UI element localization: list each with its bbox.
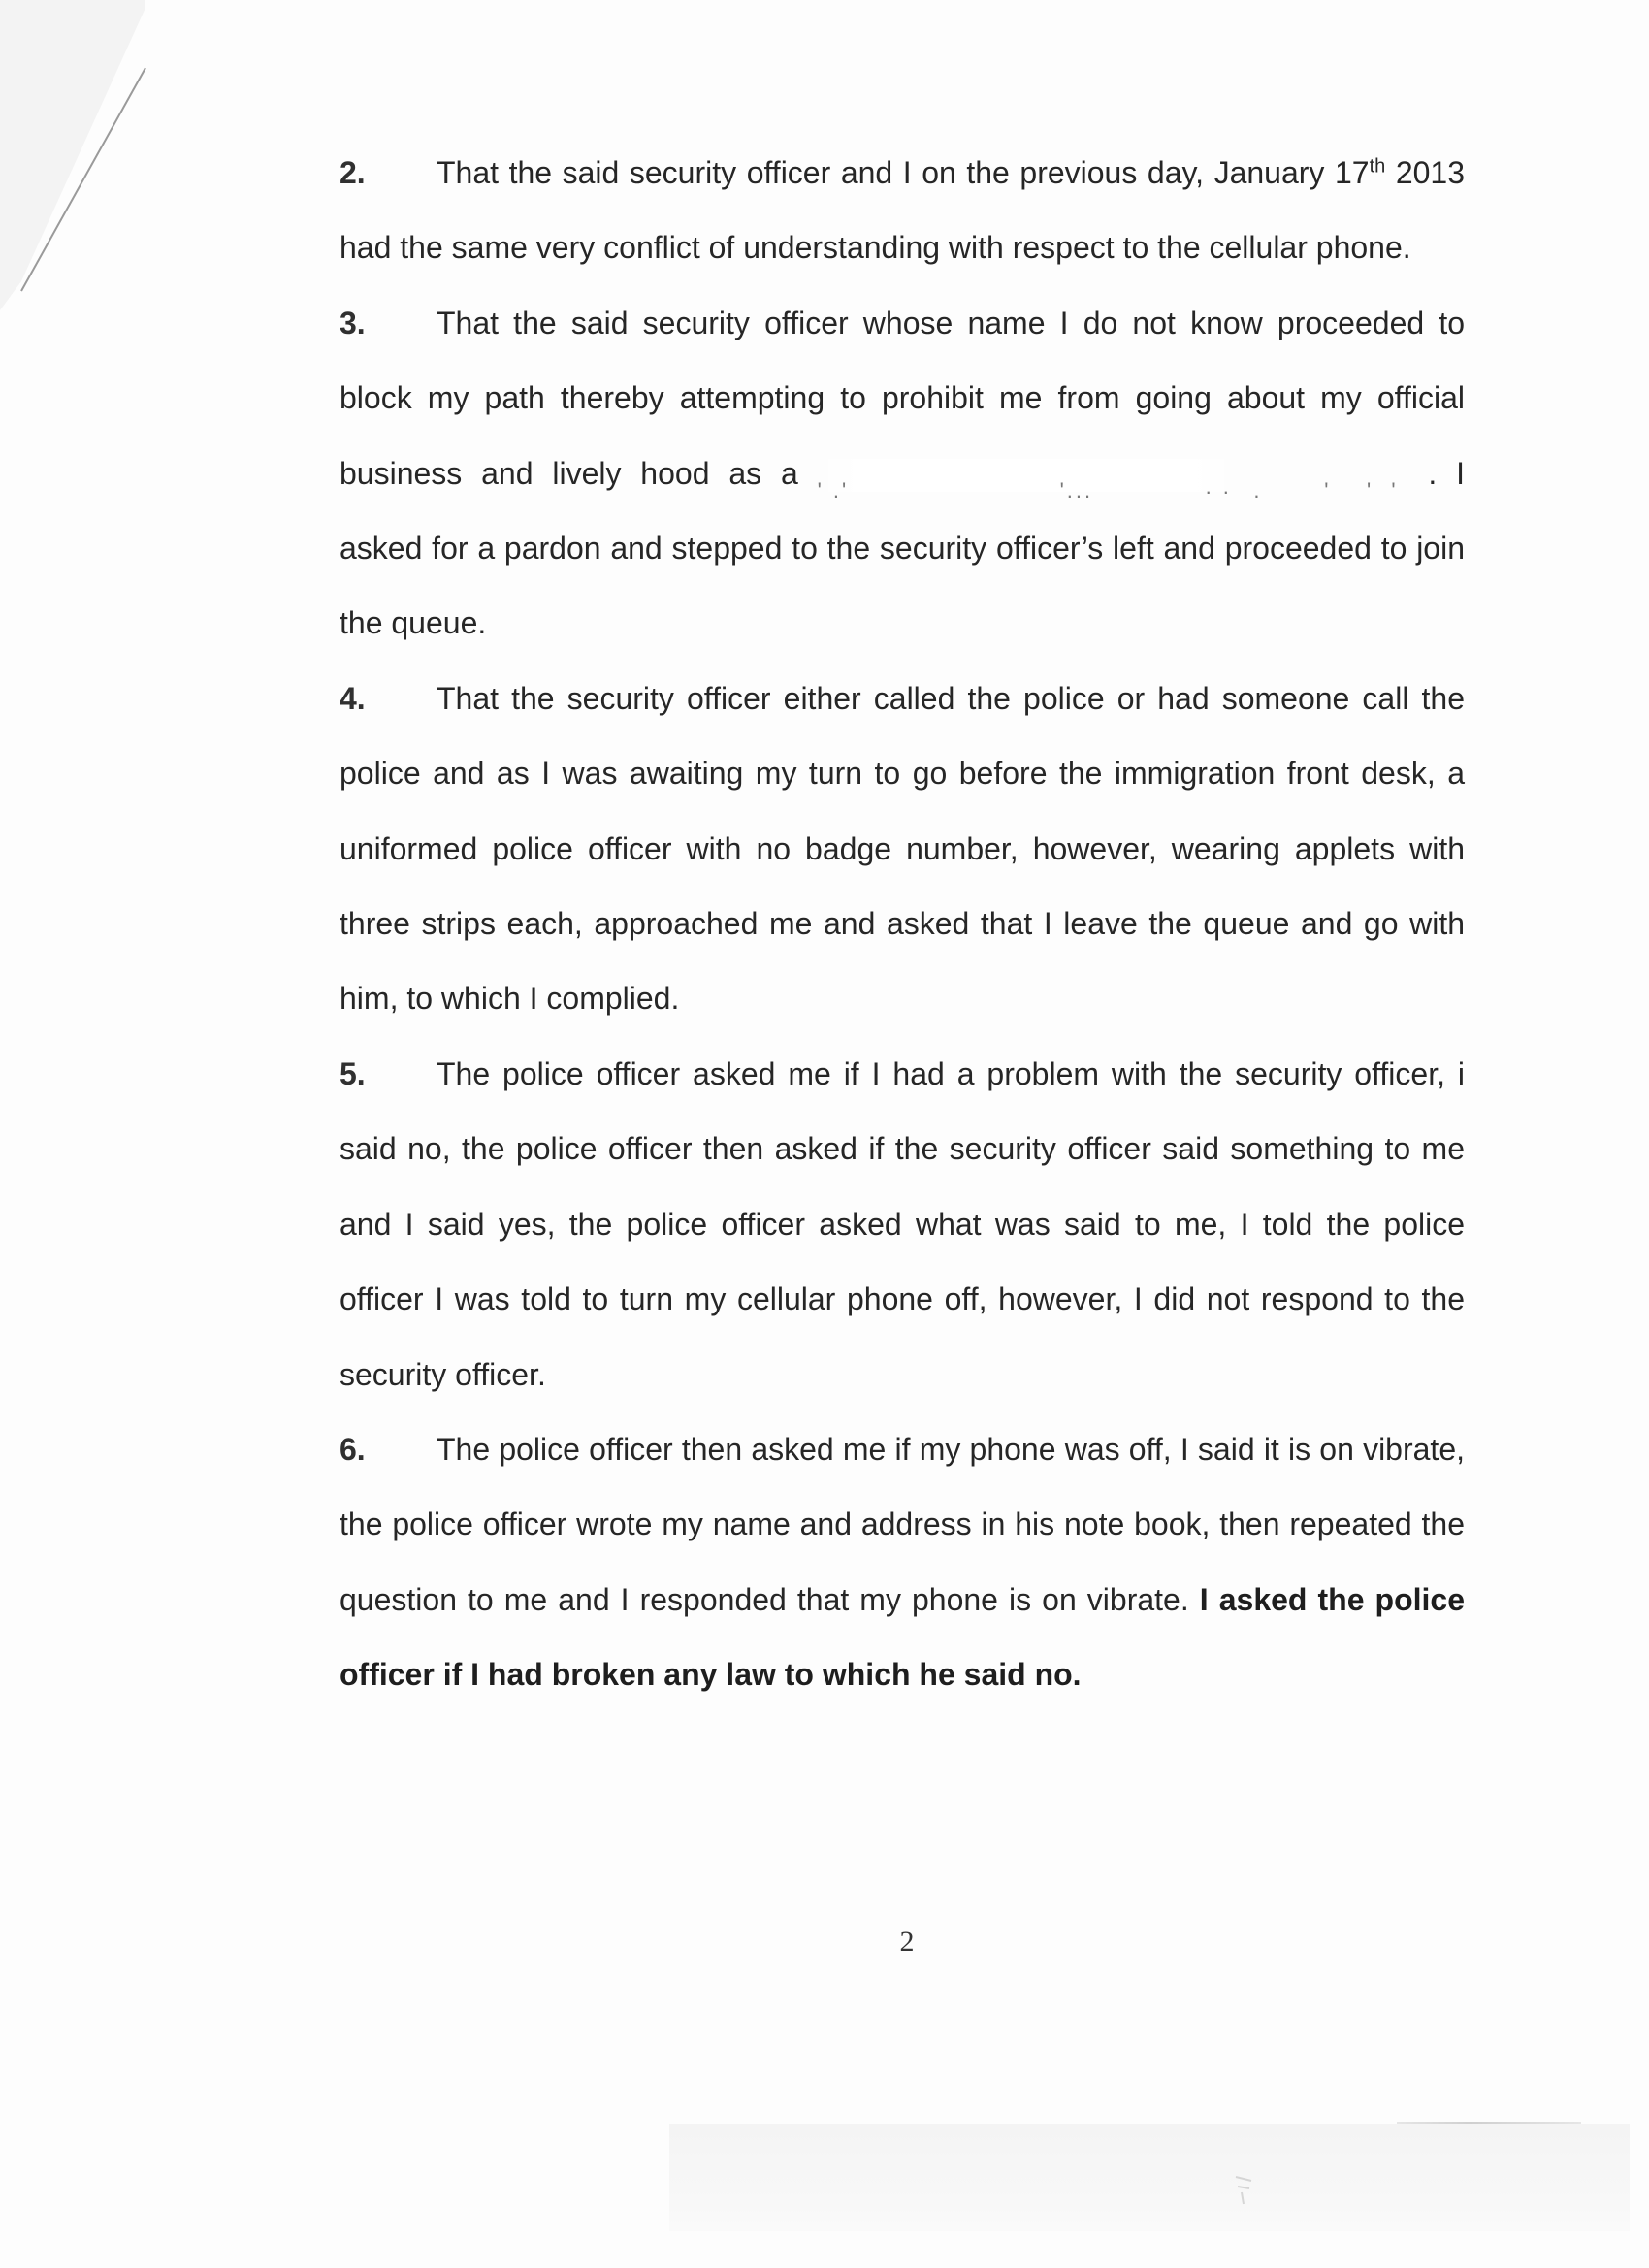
paragraph-text-continued: 2013 had the same very conflict of understanding with respect to the cellular phone. (340, 155, 1466, 266)
paragraph-number: 6. (340, 1431, 366, 1467)
paragraph-text: That the security officer either called the police or had someone call the police and as I was awaiting my turn to go before the immigration front desk, a uniformed police officer with no badge number, however, wearing applets with three strips each, approached me and asked that I leave the queue and go with him, to which I complied. (340, 680, 1465, 1017)
paragraph-text: That the said security officer and I on the previous day, January 17 (436, 155, 1370, 190)
scan-artifact-strip (669, 2124, 1630, 2231)
paragraph-text-continued: . I asked for a pardon and stepped to the security officer’s left and proceeded to join the queue. (340, 455, 1465, 641)
scan-artifact-mark (1232, 2173, 1255, 2206)
page-number: 2 (899, 1926, 915, 1958)
paragraph-text: That the said security officer whose name I do not know proceeded to block my path thereby attempting to prohibit me from going about my official business and lively hood as a (340, 305, 1465, 491)
paragraph-number: 2. (340, 155, 366, 190)
scan-artifact-line (1397, 2122, 1581, 2124)
page-corner-fold (0, 0, 155, 310)
redacted-region-continued: . ' ' ' (1253, 478, 1399, 503)
document-body (340, 136, 1465, 1713)
paragraph-number: 5. (340, 1055, 366, 1091)
paragraph-number: 3. (340, 305, 366, 340)
paragraph-6 (340, 1412, 1465, 1713)
paragraph-4 (340, 662, 1465, 1037)
paragraph-5 (340, 1037, 1465, 1412)
paragraph-number: 4. (340, 680, 366, 716)
paragraph-text-bold: I asked the police officer if I had broken any law to which he said no. (340, 1581, 1466, 1693)
paragraph-3 (340, 286, 1465, 662)
paragraph-text: The police officer asked me if I had a problem with the security officer, i said no, the police officer then asked if the security officer said something to me and I said yes, the police officer asked what was said to me, I told the police officer I was told to turn my cellular phone off, however, I did not respond to the security officer. (340, 1055, 1465, 1392)
paragraph-text: The police officer then asked me if my phone was off, I said it is on vibrate, the police officer wrote my name and address in his note book, then repeated the question to me and I responded that my phone is on vibrate. (340, 1431, 1465, 1617)
ordinal-suffix: th (1369, 155, 1386, 178)
paragraph-2 (340, 136, 1465, 286)
redacted-region: ' .' '... . . (818, 459, 1235, 492)
